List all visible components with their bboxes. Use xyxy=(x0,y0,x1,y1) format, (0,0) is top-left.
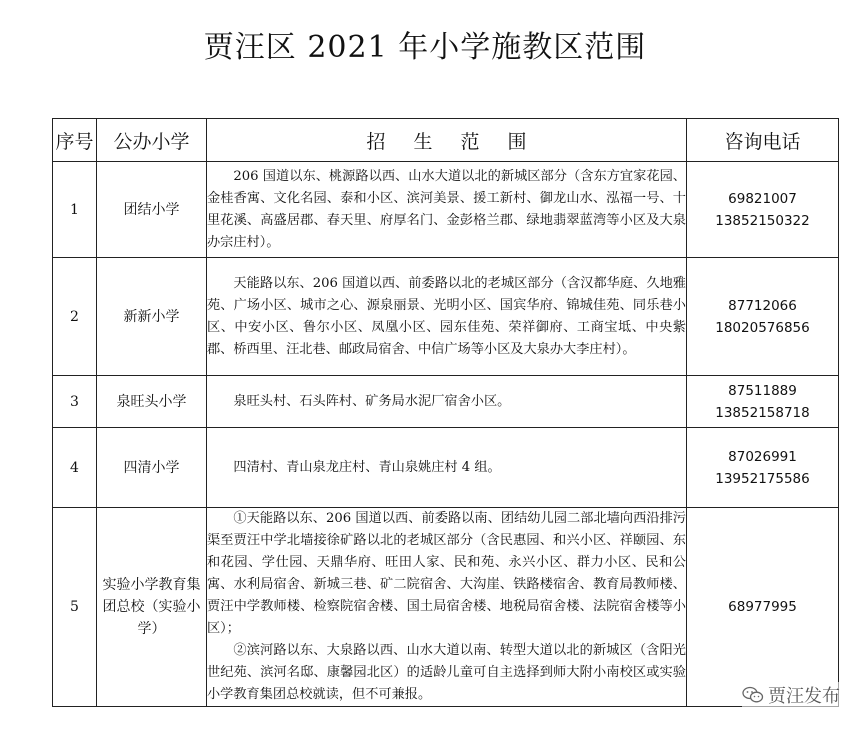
phone-number: 87026991 xyxy=(728,448,797,465)
school-name: 四清小学 xyxy=(97,428,207,508)
table-body xyxy=(53,162,839,707)
phone-number: 13852150322 xyxy=(715,212,810,229)
table-row xyxy=(53,428,839,508)
range-paragraph: 天能路以东、206 国道以西、前委路以北的老城区部分（含汉都华庭、久地雅苑、广场小区、城市之心、源泉丽景、光明小区、国宾华府、锦城佳苑、同乐巷小区、中安小区、鲁尔小区、凤凰小区、园东佳苑、荣祥御府、工商宝坻、中央紫郡、桥西里、汪北巷、邮政局宿舍、中信广场等小区及大泉办大李庄村）。 xyxy=(207,275,686,357)
school-name: 团结小学 xyxy=(97,162,207,258)
range-paragraph: 206 国道以东、桃源路以西、山水大道以北的新城区部分（含东方宜家花园、金桂香寓、文化名园、泰和小区、滨河美景、援工新村、御龙山水、泓福一号、十里花溪、高盛居郡、春天里、府厚名门、金彭格兰郡、绿地翡翠蓝湾等小区及大泉办宗庄村）。 xyxy=(207,168,686,250)
range-paragraph: ①天能路以东、206 国道以西、前委路以南、团结幼儿园二部北墙向西沿排污渠至贾汪中学北墙接徐矿路以北的老城区部分（含民惠园、和兴小区、祥颐园、东和花园、学仕园、天鼎华府、旺田人家、民和苑、永兴小区、群力小区、民和公寓、水利局宿舍、新城三巷、矿二院宿舍、大沟崖、铁路楼宿舍、教育局教师楼、贾汪中学教师楼、检察院宿舍楼、国土局宿舍楼、地税局宿舍楼、法院宿舍楼等小区）； xyxy=(207,511,686,636)
row-number: 4 xyxy=(53,428,97,508)
header-school: 公办小学 xyxy=(97,119,207,162)
table-row xyxy=(53,162,839,258)
enrollment-range xyxy=(207,162,687,258)
row-number: 1 xyxy=(53,162,97,258)
school-name: 新新小学 xyxy=(97,258,207,376)
wechat-icon xyxy=(742,686,764,704)
page-title: 贾汪区 2021 年小学施教区范围 xyxy=(203,30,647,65)
phone-number: 87712066 xyxy=(728,297,797,314)
contact-phone xyxy=(687,508,839,707)
school-name: 实验小学教育集团总校（实验小学） xyxy=(97,508,207,707)
header-num: 序号 xyxy=(53,119,97,162)
phone-number: 13852158718 xyxy=(715,404,810,421)
range-paragraph: 泉旺头村、石头阵村、矿务局水泥厂宿舍小区。 xyxy=(233,393,511,409)
table-row xyxy=(53,508,839,707)
contact-phone xyxy=(687,258,839,376)
header-range: 招生范围 xyxy=(207,119,687,162)
row-number: 5 xyxy=(53,508,97,707)
range-paragraph: ②滨河路以东、大泉路以西、山水大道以南、转型大道以北的新城区（含阳光世纪苑、滨河名邸、康馨园北区）的适龄儿童可自主选择到师大附小南校区或实验小学教育集团总校就读，但不可兼报。 xyxy=(207,643,686,702)
phone-number: 69821007 xyxy=(728,190,797,207)
table-row xyxy=(53,376,839,428)
enrollment-range xyxy=(207,258,687,376)
watermark-text: 贾汪发布 xyxy=(768,686,840,707)
row-number: 2 xyxy=(53,258,97,376)
contact-phone xyxy=(687,162,839,258)
contact-phone xyxy=(687,428,839,508)
phone-number: 13952175586 xyxy=(715,470,810,487)
range-paragraph: 四清村、青山泉龙庄村、青山泉姚庄村 4 组。 xyxy=(233,459,501,475)
header-phone: 咨询电话 xyxy=(687,119,839,162)
enrollment-range xyxy=(207,508,687,707)
header-row xyxy=(53,119,839,162)
watermark xyxy=(742,682,840,708)
phone-number: 18020576856 xyxy=(715,319,810,336)
enrollment-range xyxy=(207,428,687,508)
phone-number: 68977995 xyxy=(728,599,797,615)
enrollment-range xyxy=(207,376,687,428)
contact-phone xyxy=(687,376,839,428)
school-name: 泉旺头小学 xyxy=(97,376,207,428)
school-district-table xyxy=(52,118,839,707)
row-number: 3 xyxy=(53,376,97,428)
table-row xyxy=(53,258,839,376)
phone-number: 87511889 xyxy=(728,382,797,399)
